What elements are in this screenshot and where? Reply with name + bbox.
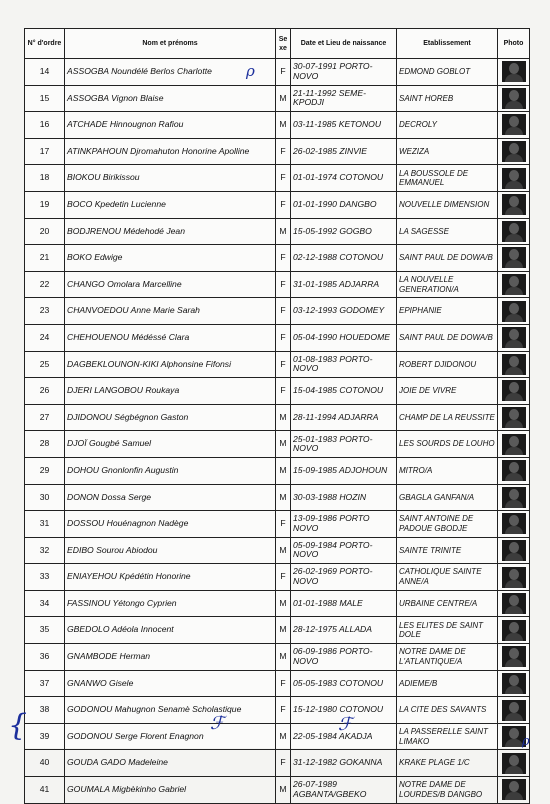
cell-birth: 15-04-1985 COTONOU — [291, 378, 397, 405]
header-photo: Photo — [498, 29, 530, 59]
table-row — [25, 511, 530, 538]
header-school: Etablissement — [397, 29, 498, 59]
cell-num: 27 — [25, 404, 65, 431]
cell-name: EDIBO Sourou Abiodou — [65, 537, 276, 564]
cell-name: ASSOGBA Noundélé Berlos Charlotte — [65, 59, 276, 86]
id-photo — [502, 141, 526, 162]
cell-birth: 05-04-1990 HOUEDOME — [291, 324, 397, 351]
cell-sex: F — [276, 324, 291, 351]
cell-num: 38 — [25, 697, 65, 724]
table-row — [25, 777, 530, 804]
table-row — [25, 723, 530, 750]
cell-school: SAINT HOREB — [397, 85, 498, 112]
photo-head-shape — [509, 648, 519, 659]
id-photo — [502, 274, 526, 295]
photo-head-shape — [509, 329, 519, 340]
cell-sex: F — [276, 378, 291, 405]
cell-num: 40 — [25, 750, 65, 777]
id-photo — [502, 700, 526, 721]
cell-birth: 06-09-1986 PORTO-NOVO — [291, 644, 397, 671]
cell-photo — [498, 431, 530, 458]
cell-sex: M — [276, 777, 291, 804]
cell-birth: 01-01-1990 DANGBO — [291, 191, 397, 218]
table-row — [25, 324, 530, 351]
cell-num: 21 — [25, 245, 65, 272]
cell-birth: 22-05-1984 AKADJA — [291, 723, 397, 750]
photo-body-shape — [505, 314, 523, 322]
cell-num: 26 — [25, 378, 65, 405]
cell-birth: 03-12-1993 GODOMEY — [291, 298, 397, 325]
cell-school: SAINT PAUL DE DOWA/B — [397, 324, 498, 351]
cell-name: DJIDONOU Ségbégnon Gaston — [65, 404, 276, 431]
cell-photo — [498, 564, 530, 591]
cell-school: LES ELITES DE SAINT DOLE — [397, 617, 498, 644]
id-photo — [502, 620, 526, 641]
cell-photo — [498, 351, 530, 378]
photo-body-shape — [505, 686, 523, 694]
cell-birth: 28-11-1994 ADJARRA — [291, 404, 397, 431]
candidates-table — [24, 28, 530, 804]
table-row — [25, 617, 530, 644]
cell-school: LA SAGESSE — [397, 218, 498, 245]
photo-body-shape — [505, 340, 523, 348]
table-row — [25, 484, 530, 511]
id-photo — [502, 434, 526, 455]
cell-school: CHAMP DE LA REUSSITE — [397, 404, 498, 431]
cell-birth: 01-01-1974 COTONOU — [291, 165, 397, 192]
photo-head-shape — [509, 436, 519, 447]
cell-sex: M — [276, 590, 291, 617]
table-row — [25, 564, 530, 591]
cell-num: 14 — [25, 59, 65, 86]
cell-photo — [498, 298, 530, 325]
table-row — [25, 245, 530, 272]
handwritten-mark-birth-41: ℱ — [338, 714, 353, 735]
photo-head-shape — [509, 675, 519, 686]
cell-birth: 02-12-1988 COTONOU — [291, 245, 397, 272]
id-photo — [502, 407, 526, 428]
photo-body-shape — [505, 207, 523, 215]
cell-photo — [498, 590, 530, 617]
cell-photo — [498, 165, 530, 192]
cell-photo — [498, 484, 530, 511]
cell-school: LA CITE DES SAVANTS — [397, 697, 498, 724]
cell-photo — [498, 245, 530, 272]
header-birth: Date et Lieu de naissance — [291, 29, 397, 59]
photo-body-shape — [505, 792, 523, 800]
cell-num: 30 — [25, 484, 65, 511]
cell-photo — [498, 271, 530, 298]
photo-head-shape — [509, 702, 519, 713]
cell-photo — [498, 112, 530, 139]
cell-photo — [498, 218, 530, 245]
cell-name: ENIAYEHOU Kpédétin Honorine — [65, 564, 276, 591]
cell-name: GODONOU Mahugnon Senamè Scholastique — [65, 697, 276, 724]
cell-sex: F — [276, 59, 291, 86]
cell-name: GOUDA GADO Madeleine — [65, 750, 276, 777]
cell-num: 35 — [25, 617, 65, 644]
cell-num: 22 — [25, 271, 65, 298]
cell-num: 28 — [25, 431, 65, 458]
photo-body-shape — [505, 633, 523, 641]
cell-name: DJOÏ Gougbé Samuel — [65, 431, 276, 458]
cell-num: 15 — [25, 85, 65, 112]
cell-name: BOKO Edwige — [65, 245, 276, 272]
id-photo — [502, 88, 526, 109]
table-row — [25, 59, 530, 86]
cell-sex: M — [276, 218, 291, 245]
id-photo — [502, 221, 526, 242]
photo-head-shape — [509, 356, 519, 367]
cell-sex: F — [276, 138, 291, 165]
cell-school: SAINT PAUL DE DOWA/B — [397, 245, 498, 272]
cell-photo — [498, 511, 530, 538]
cell-photo — [498, 324, 530, 351]
cell-sex: F — [276, 245, 291, 272]
cell-name: CHANVOEDOU Anne Marie Sarah — [65, 298, 276, 325]
cell-name: BOCO Kpedetin Lucienne — [65, 191, 276, 218]
cell-sex: M — [276, 404, 291, 431]
cell-school: NOUVELLE DIMENSION — [397, 191, 498, 218]
cell-num: 31 — [25, 511, 65, 538]
table-row — [25, 85, 530, 112]
cell-sex: M — [276, 644, 291, 671]
photo-body-shape — [505, 287, 523, 295]
cell-birth: 31-12-1982 GOKANNA — [291, 750, 397, 777]
photo-head-shape — [509, 409, 519, 420]
cell-school: GBAGLA GANFAN/A — [397, 484, 498, 511]
cell-photo — [498, 617, 530, 644]
cell-num: 20 — [25, 218, 65, 245]
cell-school: JOIE DE VIVRE — [397, 378, 498, 405]
photo-body-shape — [505, 154, 523, 162]
cell-birth: 15-05-1992 GOGBO — [291, 218, 397, 245]
cell-sex: M — [276, 723, 291, 750]
table-row — [25, 298, 530, 325]
photo-head-shape — [509, 728, 519, 739]
cell-sex: M — [276, 484, 291, 511]
cell-birth: 31-01-1985 ADJARRA — [291, 271, 397, 298]
cell-sex: F — [276, 298, 291, 325]
cell-photo — [498, 644, 530, 671]
photo-body-shape — [505, 74, 523, 82]
cell-school: LA PASSERELLE SAINT LIMAKO — [397, 723, 498, 750]
id-photo — [502, 354, 526, 375]
photo-body-shape — [505, 181, 523, 189]
photo-head-shape — [509, 249, 519, 260]
cell-num: 34 — [25, 590, 65, 617]
table-row — [25, 165, 530, 192]
cell-birth: 28-12-1975 ALLADA — [291, 617, 397, 644]
cell-sex: F — [276, 750, 291, 777]
cell-sex: F — [276, 191, 291, 218]
photo-body-shape — [505, 367, 523, 375]
cell-sex: M — [276, 431, 291, 458]
photo-head-shape — [509, 303, 519, 314]
cell-birth: 30-07-1991 PORTO-NOVO — [291, 59, 397, 86]
photo-body-shape — [505, 526, 523, 534]
table-row — [25, 218, 530, 245]
cell-photo — [498, 537, 530, 564]
cell-sex: F — [276, 271, 291, 298]
cell-school: EPIPHANIE — [397, 298, 498, 325]
cell-name: DAGBEKLOUNON-KIKI Alphonsine Fifonsi — [65, 351, 276, 378]
table-row — [25, 191, 530, 218]
photo-body-shape — [505, 420, 523, 428]
cell-num: 17 — [25, 138, 65, 165]
cell-birth: 26-07-1989 AGBANTA/GBEKO — [291, 777, 397, 804]
photo-head-shape — [509, 170, 519, 181]
cell-sex: M — [276, 537, 291, 564]
id-photo — [502, 380, 526, 401]
photo-head-shape — [509, 276, 519, 287]
photo-body-shape — [505, 766, 523, 774]
photo-body-shape — [505, 101, 523, 109]
table-row — [25, 138, 530, 165]
cell-num: 25 — [25, 351, 65, 378]
id-photo — [502, 114, 526, 135]
cell-name: DOHOU Gnonlonfin Augustin — [65, 457, 276, 484]
cell-sex: M — [276, 85, 291, 112]
cell-photo — [498, 85, 530, 112]
photo-body-shape — [505, 473, 523, 481]
cell-school: SAINT ANTOINE DE PADOUE GBODJE — [397, 511, 498, 538]
cell-name: CHANGO Omolara Marcelline — [65, 271, 276, 298]
cell-name: GNAMBODE Herman — [65, 644, 276, 671]
id-photo — [502, 646, 526, 667]
id-photo — [502, 593, 526, 614]
cell-name: GODONOU Serge Florent Enagnon — [65, 723, 276, 750]
photo-head-shape — [509, 143, 519, 154]
cell-school: URBAINE CENTRE/A — [397, 590, 498, 617]
cell-sex: M — [276, 457, 291, 484]
photo-head-shape — [509, 90, 519, 101]
cell-name: DOSSOU Houénagnon Nadège — [65, 511, 276, 538]
id-photo — [502, 779, 526, 800]
id-photo — [502, 540, 526, 561]
cell-name: ATINKPAHOUN Djromahuton Honorine Apolline — [65, 138, 276, 165]
id-photo — [502, 673, 526, 694]
cell-birth: 01-08-1983 PORTO-NOVO — [291, 351, 397, 378]
cell-school: WEZIZA — [397, 138, 498, 165]
header-num: N° d'ordre — [25, 29, 65, 59]
cell-name: BODJRENOU Médehodé Jean — [65, 218, 276, 245]
photo-head-shape — [509, 223, 519, 234]
cell-birth: 15-12-1980 COTONOU — [291, 697, 397, 724]
cell-name: CHEHOUENOU Médéssé Clara — [65, 324, 276, 351]
cell-birth: 26-02-1985 ZINVIE — [291, 138, 397, 165]
cell-birth: 21-11-1992 SEME-KPODJI — [291, 85, 397, 112]
cell-name: ASSOGBA Vignon Blaise — [65, 85, 276, 112]
photo-body-shape — [505, 447, 523, 455]
id-photo — [502, 567, 526, 588]
cell-school: SAINTE TRINITE — [397, 537, 498, 564]
photo-head-shape — [509, 781, 519, 792]
cell-num: 18 — [25, 165, 65, 192]
photo-head-shape — [509, 63, 519, 74]
table-row — [25, 112, 530, 139]
photo-head-shape — [509, 595, 519, 606]
cell-num: 39 — [25, 723, 65, 750]
document-sheet — [24, 28, 529, 799]
cell-photo — [498, 138, 530, 165]
table-row — [25, 351, 530, 378]
cell-birth: 26-02-1969 PORTO-NOVO — [291, 564, 397, 591]
id-photo — [502, 61, 526, 82]
photo-head-shape — [509, 489, 519, 500]
photo-head-shape — [509, 542, 519, 553]
table-row — [25, 590, 530, 617]
table-row — [25, 431, 530, 458]
table-header-row — [25, 29, 530, 59]
cell-name: FASSINOU Yétongo Cyprien — [65, 590, 276, 617]
cell-school: NOTRE DAME DE L'ATLANTIQUE/A — [397, 644, 498, 671]
cell-num: 16 — [25, 112, 65, 139]
cell-sex: F — [276, 165, 291, 192]
photo-body-shape — [505, 606, 523, 614]
photo-head-shape — [509, 116, 519, 127]
cell-name: GBEDOLO Adéola Innocent — [65, 617, 276, 644]
photo-head-shape — [509, 382, 519, 393]
photo-body-shape — [505, 500, 523, 508]
header-name: Nom et prénoms — [65, 29, 276, 59]
photo-body-shape — [505, 739, 523, 747]
cell-name: ATCHADE Hinnougnon Rafiou — [65, 112, 276, 139]
table-row — [25, 404, 530, 431]
table-row — [25, 537, 530, 564]
photo-body-shape — [505, 260, 523, 268]
cell-sex: F — [276, 511, 291, 538]
cell-sex: F — [276, 670, 291, 697]
cell-school: LA BOUSSOLE DE EMMANUEL — [397, 165, 498, 192]
cell-birth: 05-09-1984 PORTO-NOVO — [291, 537, 397, 564]
cell-school: ROBERT DJIDONOU — [397, 351, 498, 378]
cell-school: EDMOND GOBLOT — [397, 59, 498, 86]
cell-name: GOUMALA Migbèkinho Gabriel — [65, 777, 276, 804]
cell-birth: 25-01-1983 PORTO-NOVO — [291, 431, 397, 458]
cell-birth: 13-09-1986 PORTO NOVO — [291, 511, 397, 538]
table-row — [25, 644, 530, 671]
table-row — [25, 457, 530, 484]
table-row — [25, 670, 530, 697]
id-photo — [502, 513, 526, 534]
cell-birth: 01-01-1988 MALE — [291, 590, 397, 617]
cell-birth: 30-03-1988 HOZIN — [291, 484, 397, 511]
photo-body-shape — [505, 234, 523, 242]
table-row — [25, 378, 530, 405]
cell-school: DECROLY — [397, 112, 498, 139]
cell-num: 24 — [25, 324, 65, 351]
id-photo — [502, 327, 526, 348]
cell-num: 37 — [25, 670, 65, 697]
photo-body-shape — [505, 580, 523, 588]
handwritten-mark-left: { — [8, 708, 28, 743]
cell-school: ADIEME/B — [397, 670, 498, 697]
photo-head-shape — [509, 755, 519, 766]
handwritten-mark-name-41: ℱ — [210, 713, 225, 734]
cell-photo — [498, 457, 530, 484]
cell-school: LES SOURDS DE LOUHO — [397, 431, 498, 458]
cell-school: LA NOUVELLE GENERATION/A — [397, 271, 498, 298]
photo-head-shape — [509, 569, 519, 580]
cell-birth: 03-11-1985 KETONOU — [291, 112, 397, 139]
photo-body-shape — [505, 127, 523, 135]
cell-photo — [498, 404, 530, 431]
cell-school: MITRO/A — [397, 457, 498, 484]
header-sex: Se xe — [276, 29, 291, 59]
photo-head-shape — [509, 515, 519, 526]
photo-body-shape — [505, 659, 523, 667]
cell-birth: 05-05-1983 COTONOU — [291, 670, 397, 697]
cell-name: DJERI LANGOBOU Roukaya — [65, 378, 276, 405]
cell-num: 32 — [25, 537, 65, 564]
cell-sex: M — [276, 617, 291, 644]
cell-num: 29 — [25, 457, 65, 484]
handwritten-mark-name-14: ρ — [246, 62, 255, 80]
id-photo — [502, 487, 526, 508]
id-photo — [502, 168, 526, 189]
cell-photo — [498, 670, 530, 697]
cell-num: 36 — [25, 644, 65, 671]
cell-school: KRAKE PLAGE 1/C — [397, 750, 498, 777]
cell-photo — [498, 191, 530, 218]
cell-name: BIOKOU Birikissou — [65, 165, 276, 192]
cell-photo — [498, 697, 530, 724]
cell-num: 33 — [25, 564, 65, 591]
photo-body-shape — [505, 553, 523, 561]
cell-num: 19 — [25, 191, 65, 218]
cell-name: DONON Dossa Serge — [65, 484, 276, 511]
cell-sex: F — [276, 697, 291, 724]
cell-sex: F — [276, 351, 291, 378]
cell-num: 41 — [25, 777, 65, 804]
cell-school: CATHOLIQUE SAINTE ANNE/A — [397, 564, 498, 591]
handwritten-mark-right: ρ — [522, 734, 530, 749]
id-photo — [502, 194, 526, 215]
cell-school: NOTRE DAME DE LOURDES/B DANGBO — [397, 777, 498, 804]
table-row — [25, 697, 530, 724]
cell-sex: F — [276, 564, 291, 591]
cell-num: 23 — [25, 298, 65, 325]
photo-head-shape — [509, 462, 519, 473]
table-row — [25, 271, 530, 298]
id-photo — [502, 301, 526, 322]
cell-photo — [498, 378, 530, 405]
photo-body-shape — [505, 713, 523, 721]
cell-photo — [498, 777, 530, 804]
id-photo — [502, 460, 526, 481]
id-photo — [502, 247, 526, 268]
id-photo — [502, 753, 526, 774]
photo-head-shape — [509, 622, 519, 633]
photo-body-shape — [505, 393, 523, 401]
cell-sex: M — [276, 112, 291, 139]
photo-head-shape — [509, 196, 519, 207]
cell-birth: 15-09-1985 ADJOHOUN — [291, 457, 397, 484]
cell-name: GNANWO Gisele — [65, 670, 276, 697]
cell-photo — [498, 59, 530, 86]
